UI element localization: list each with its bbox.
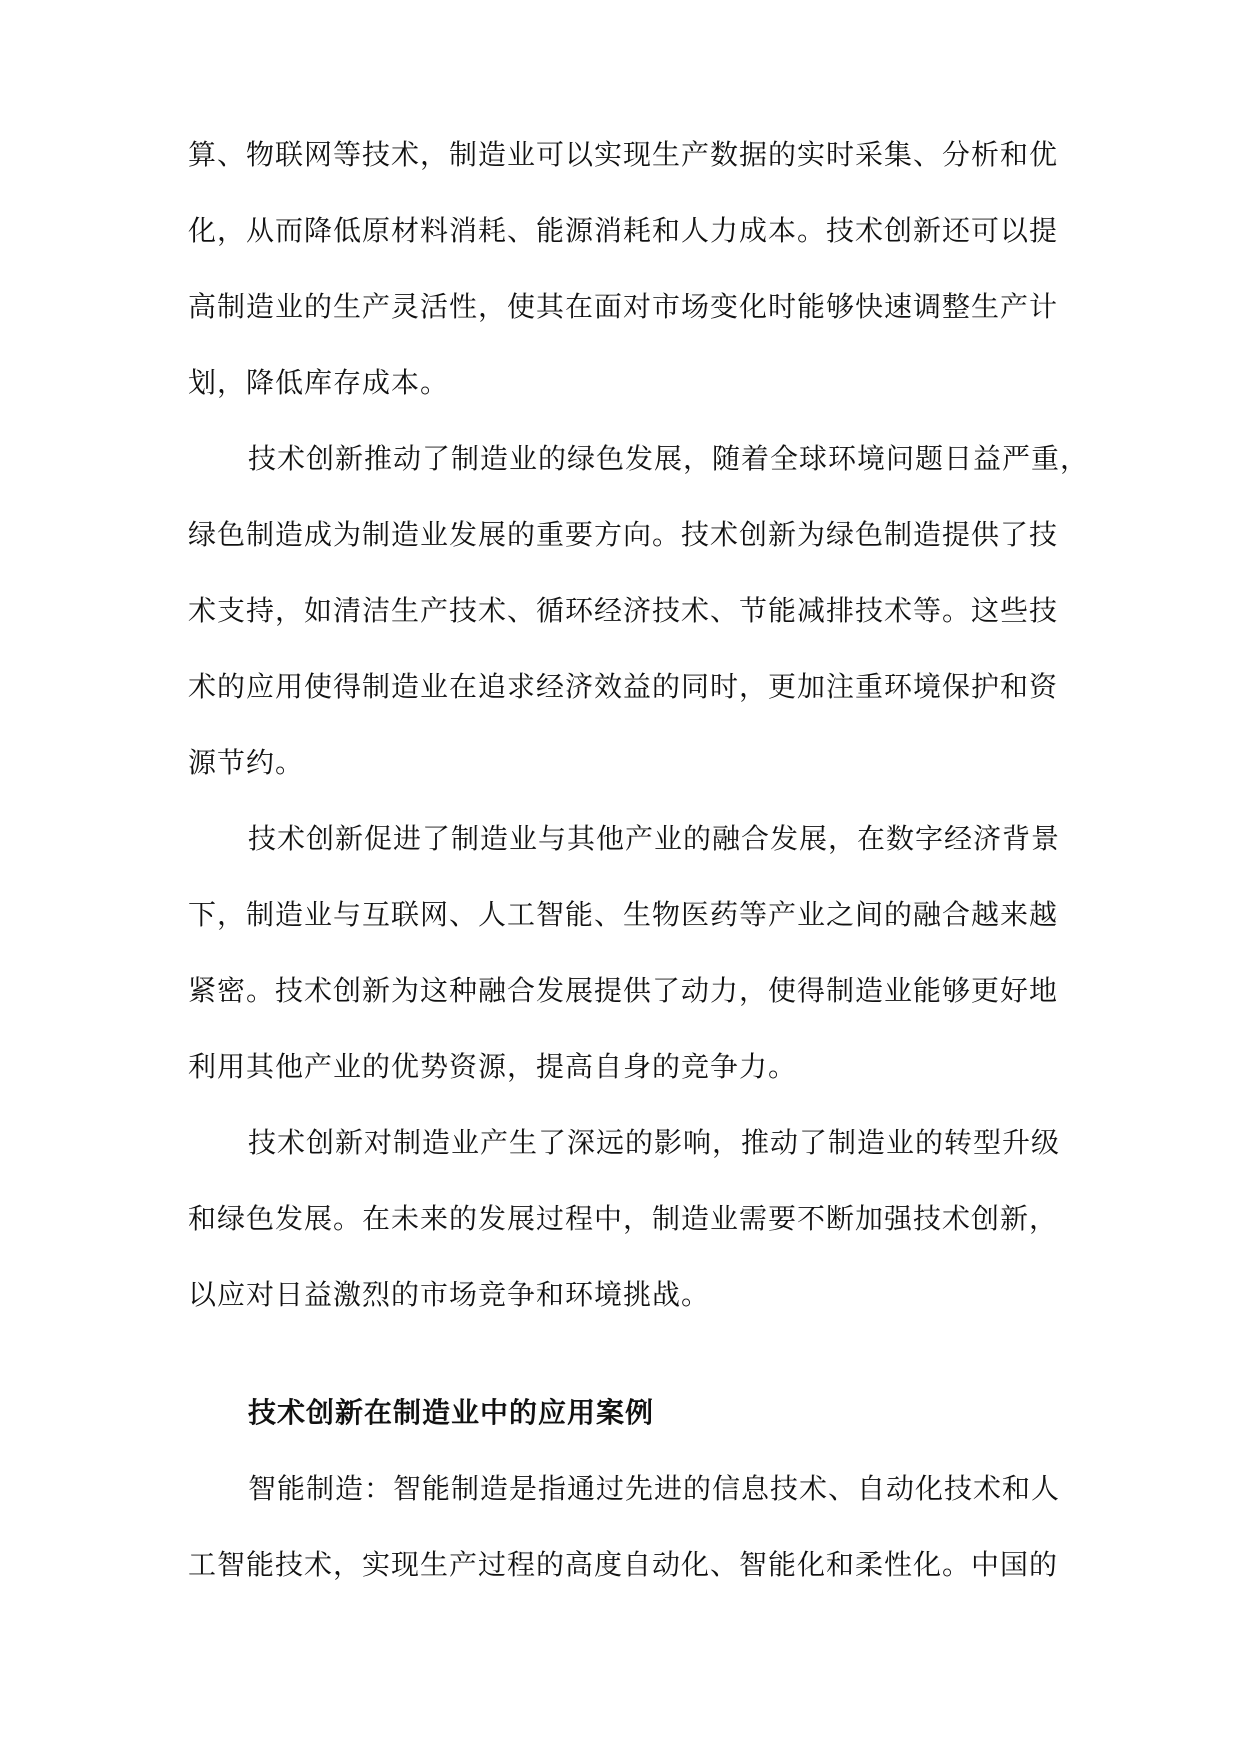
paragraph-line: 和绿色发展。在未来的发展过程中，制造业需要不断加强技术创新，: [188, 1202, 1059, 1235]
paragraph-4: [188, 1105, 1061, 1333]
paragraph-1: [188, 117, 1059, 421]
paragraph-3: [188, 801, 1061, 1105]
paragraph-line: 紧密。技术创新为这种融合发展提供了动力，使得制造业能够更好地: [188, 974, 1059, 1007]
paragraph-line: 绿色制造成为制造业发展的重要方向。技术创新为绿色制造提供了技: [188, 518, 1059, 551]
paragraph-line: 术的应用使得制造业在追求经济效益的同时，更加注重环境保护和资: [188, 670, 1059, 703]
paragraph-line: 高制造业的生产灵活性，使其在面对市场变化时能够快速调整生产计: [188, 290, 1059, 323]
paragraph-line: 术支持，如清洁生产技术、循环经济技术、节能减排技术等。这些技: [188, 594, 1059, 627]
paragraph-line: 技术创新推动了制造业的绿色发展，随着全球环境问题日益严重，: [248, 442, 1090, 475]
paragraph-line: 下，制造业与互联网、人工智能、生物医药等产业之间的融合越来越: [188, 898, 1059, 931]
paragraph-line: 源节约。: [188, 746, 305, 779]
paragraph-line: 工智能技术，实现生产过程的高度自动化、智能化和柔性化。中国的: [188, 1548, 1059, 1581]
paragraph-line: 智能制造：智能制造是指通过先进的信息技术、自动化技术和人: [248, 1472, 1061, 1505]
paragraph-line: 以应对日益激烈的市场竞争和环境挑战。: [188, 1278, 711, 1311]
paragraph-line: 技术创新促进了制造业与其他产业的融合发展，在数字经济背景: [248, 822, 1061, 855]
paragraph-line: 算、物联网等技术，制造业可以实现生产数据的实时采集、分析和优: [188, 138, 1059, 171]
paragraph-line: 划，降低库存成本。: [188, 366, 450, 399]
paragraph-line: 化，从而降低原材料消耗、能源消耗和人力成本。技术创新还可以提: [188, 214, 1059, 247]
section-heading: 技术创新在制造业中的应用案例: [248, 1396, 655, 1429]
paragraph-line: 利用其他产业的优势资源，提高自身的竞争力。: [188, 1050, 798, 1083]
paragraph-2: [188, 421, 1090, 801]
paragraph-line: 技术创新对制造业产生了深远的影响，推动了制造业的转型升级: [248, 1126, 1061, 1159]
paragraph-5: [188, 1451, 1061, 1603]
